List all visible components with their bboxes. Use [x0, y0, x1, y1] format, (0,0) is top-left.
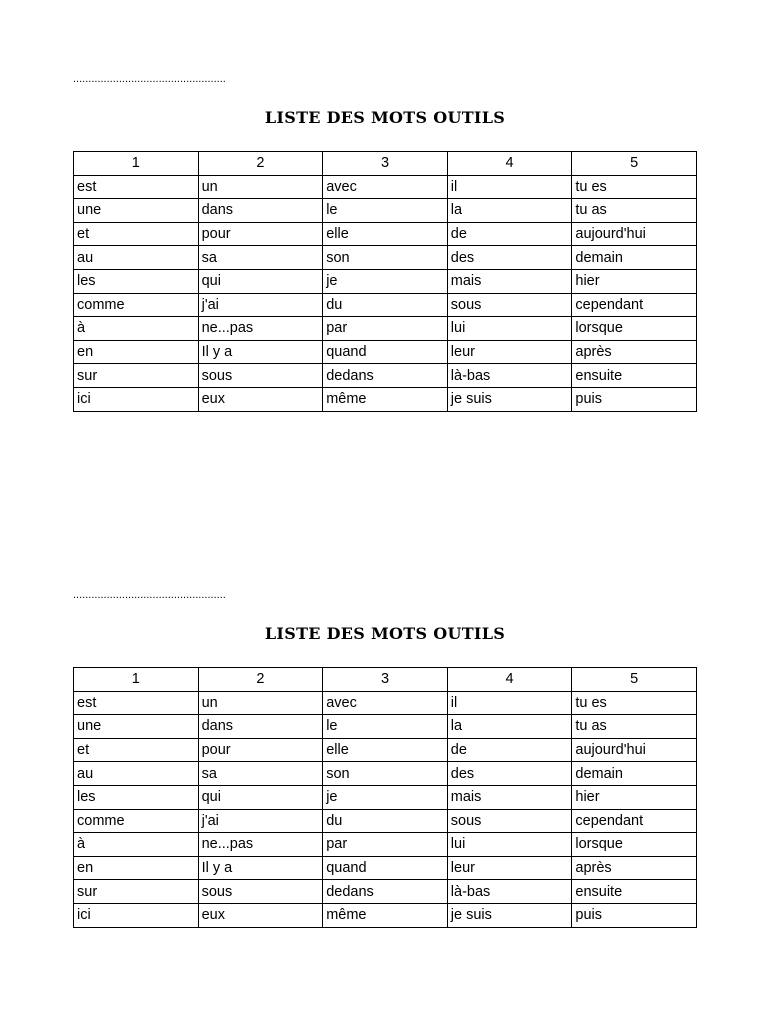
table-cell: lui: [447, 317, 572, 341]
table-cell: les: [74, 785, 199, 809]
table-cell: un: [198, 175, 323, 199]
table-header-row: [74, 152, 697, 176]
table-cell: sa: [198, 762, 323, 786]
table-row: [74, 387, 697, 411]
table-cell: avec: [323, 175, 448, 199]
table-cell: ne...pas: [198, 833, 323, 857]
table-cell: là-bas: [447, 364, 572, 388]
table-cell: elle: [323, 222, 448, 246]
table-cell: dedans: [323, 364, 448, 388]
table-cell: dans: [198, 199, 323, 223]
table-header-row: [74, 668, 697, 692]
table-row: [74, 715, 697, 739]
word-list-sheet-top: [73, 72, 697, 412]
table-cell: de: [447, 222, 572, 246]
table-cell: mais: [447, 269, 572, 293]
table-row: [74, 785, 697, 809]
table-cell: comme: [74, 809, 199, 833]
table-cell: quand: [323, 856, 448, 880]
word-table: [73, 667, 697, 928]
table-cell: là-bas: [447, 880, 572, 904]
table-cell: cependant: [572, 809, 697, 833]
table-cell: lorsque: [572, 317, 697, 341]
table-cell: sur: [74, 880, 199, 904]
table-cell: je suis: [447, 387, 572, 411]
table-row: [74, 903, 697, 927]
table-cell: puis: [572, 903, 697, 927]
table-row: [74, 222, 697, 246]
table-cell: ici: [74, 903, 199, 927]
table-cell: des: [447, 246, 572, 270]
table-cell: par: [323, 317, 448, 341]
table-cell: qui: [198, 269, 323, 293]
table-row: [74, 691, 697, 715]
table-cell: tu as: [572, 199, 697, 223]
table-cell: lui: [447, 833, 572, 857]
table-row: [74, 199, 697, 223]
table-cell: lorsque: [572, 833, 697, 857]
column-header: 2: [198, 668, 323, 692]
table-cell: sa: [198, 246, 323, 270]
table-cell: dedans: [323, 880, 448, 904]
table-cell: en: [74, 856, 199, 880]
table-row: [74, 175, 697, 199]
table-cell: avec: [323, 691, 448, 715]
column-header: 5: [572, 152, 697, 176]
table-cell: pour: [198, 222, 323, 246]
table-row: [74, 809, 697, 833]
table-cell: pour: [198, 738, 323, 762]
name-line-dots: ..................................................: [73, 589, 226, 601]
table-cell: ici: [74, 387, 199, 411]
table-cell: la: [447, 715, 572, 739]
table-cell: hier: [572, 785, 697, 809]
table-cell: à: [74, 317, 199, 341]
name-line-dots: ..................................................: [73, 73, 226, 85]
word-table: [73, 151, 697, 412]
table-cell: ne...pas: [198, 317, 323, 341]
word-list-sheet-bottom: [73, 588, 697, 928]
table-cell: au: [74, 246, 199, 270]
table-cell: hier: [572, 269, 697, 293]
column-header: 4: [447, 152, 572, 176]
table-cell: ensuite: [572, 880, 697, 904]
table-cell: je: [323, 269, 448, 293]
table-cell: eux: [198, 387, 323, 411]
table-cell: même: [323, 387, 448, 411]
table-cell: les: [74, 269, 199, 293]
table-cell: du: [323, 809, 448, 833]
column-header: 4: [447, 668, 572, 692]
table-cell: cependant: [572, 293, 697, 317]
table-cell: tu as: [572, 715, 697, 739]
table-cell: une: [74, 199, 199, 223]
table-cell: comme: [74, 293, 199, 317]
table-cell: même: [323, 903, 448, 927]
table-cell: le: [323, 715, 448, 739]
table-cell: une: [74, 715, 199, 739]
table-cell: je suis: [447, 903, 572, 927]
sheet-title: LISTE DES MOTS OUTILS: [264, 108, 506, 127]
table-row: [74, 762, 697, 786]
table-cell: et: [74, 738, 199, 762]
table-cell: sous: [447, 293, 572, 317]
table-row: [74, 738, 697, 762]
table-cell: Il y a: [198, 340, 323, 364]
table-cell: elle: [323, 738, 448, 762]
table-cell: à: [74, 833, 199, 857]
table-cell: leur: [447, 856, 572, 880]
table-cell: des: [447, 762, 572, 786]
sheet-title: LISTE DES MOTS OUTILS: [264, 624, 506, 643]
table-cell: de: [447, 738, 572, 762]
table-cell: eux: [198, 903, 323, 927]
table-cell: sous: [198, 364, 323, 388]
table-cell: aujourd'hui: [572, 222, 697, 246]
column-header: 3: [323, 152, 448, 176]
table-cell: son: [323, 762, 448, 786]
table-cell: est: [74, 691, 199, 715]
table-row: [74, 880, 697, 904]
table-cell: un: [198, 691, 323, 715]
table-cell: tu es: [572, 691, 697, 715]
table-row: [74, 340, 697, 364]
column-header: 5: [572, 668, 697, 692]
table-cell: demain: [572, 762, 697, 786]
table-cell: par: [323, 833, 448, 857]
table-row: [74, 246, 697, 270]
table-row: [74, 833, 697, 857]
table-row: [74, 293, 697, 317]
table-cell: leur: [447, 340, 572, 364]
table-cell: il: [447, 175, 572, 199]
column-header: 2: [198, 152, 323, 176]
table-cell: j'ai: [198, 293, 323, 317]
table-cell: je: [323, 785, 448, 809]
table-cell: après: [572, 340, 697, 364]
table-cell: la: [447, 199, 572, 223]
table-cell: du: [323, 293, 448, 317]
table-cell: quand: [323, 340, 448, 364]
column-header: 3: [323, 668, 448, 692]
table-cell: son: [323, 246, 448, 270]
table-cell: il: [447, 691, 572, 715]
table-cell: Il y a: [198, 856, 323, 880]
table-cell: en: [74, 340, 199, 364]
table-cell: mais: [447, 785, 572, 809]
table-cell: sur: [74, 364, 199, 388]
table-cell: aujourd'hui: [572, 738, 697, 762]
table-cell: est: [74, 175, 199, 199]
table-cell: puis: [572, 387, 697, 411]
table-cell: dans: [198, 715, 323, 739]
table-row: [74, 856, 697, 880]
table-cell: qui: [198, 785, 323, 809]
table-row: [74, 364, 697, 388]
table-cell: demain: [572, 246, 697, 270]
table-row: [74, 269, 697, 293]
table-cell: sous: [198, 880, 323, 904]
table-cell: j'ai: [198, 809, 323, 833]
table-cell: et: [74, 222, 199, 246]
table-cell: sous: [447, 809, 572, 833]
table-cell: après: [572, 856, 697, 880]
column-header: 1: [74, 668, 199, 692]
table-cell: au: [74, 762, 199, 786]
column-header: 1: [74, 152, 199, 176]
table-cell: tu es: [572, 175, 697, 199]
table-row: [74, 317, 697, 341]
table-cell: le: [323, 199, 448, 223]
table-cell: ensuite: [572, 364, 697, 388]
